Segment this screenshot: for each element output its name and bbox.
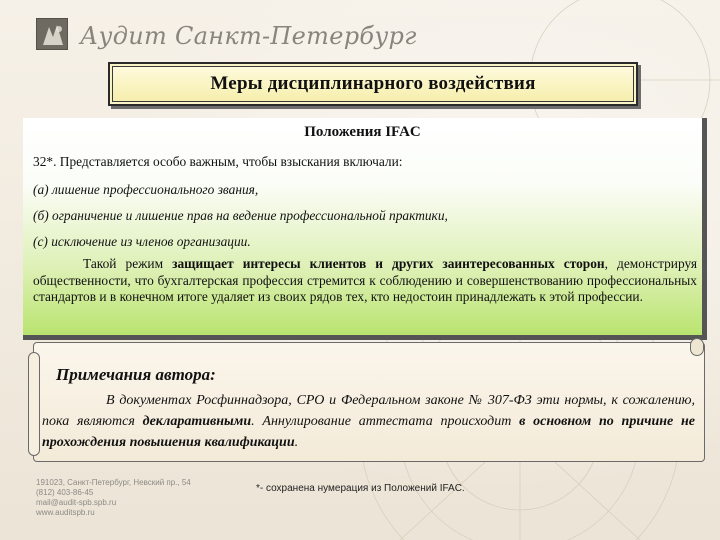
- brand-name: Аудит Санкт-Петербург: [80, 22, 417, 50]
- ifac-paragraph: [33, 256, 697, 306]
- notes-body-part-3: .: [294, 435, 299, 450]
- address-email: mail@audit-spb.spb.ru: [36, 498, 117, 507]
- slide-title-box: [108, 62, 638, 106]
- notes-emphasis-1: декларативными: [142, 414, 252, 429]
- slide-title: Меры дисциплинарного воздействия: [210, 73, 536, 94]
- ifac-paragraph-end: , демонстрируя общественности, что бухгалтерская профессия стремится к соблюдению и совершенствованию профессиональных стандартов и в конечном итоге удаляет из своих рядов тех, кто недостоин принадлежать к этой профессии.: [33, 256, 697, 304]
- footnote: *- сохранена нумерация из Положений IFAC.: [256, 483, 465, 494]
- scroll-curl-right: [690, 338, 704, 356]
- ifac-paragraph-emphasis: защищает интересы клиентов и других заинтересованных сторон: [172, 256, 605, 271]
- company-logo: [36, 18, 68, 50]
- ifac-item-a: (а) лишение профессионального звания,: [33, 182, 259, 197]
- scroll-curl-left: [28, 352, 40, 456]
- notes-body-part-2: . Аннулирование аттестата происходит: [251, 414, 520, 429]
- address-website: www.auditspb.ru: [36, 508, 95, 517]
- notes-emphasis-2: в основном по причине не прохождения повышения квалификации: [42, 414, 695, 450]
- ifac-paragraph-start: Такой режим: [83, 256, 173, 271]
- address-line: 191023, Санкт-Петербург, Невский пр., 54: [36, 478, 191, 487]
- ifac-heading: Положения IFAC: [304, 124, 421, 140]
- ifac-item-b: (б) ограничение и лишение прав на ведение профессиональной практики,: [33, 208, 448, 223]
- address-phone: (812) 403-86-45: [36, 488, 94, 497]
- ifac-provisions-panel: [23, 118, 707, 340]
- notes-title: Примечания автора:: [56, 365, 216, 384]
- notes-body-part-1: В документах Росфиннадзора, СРО и Федеральном законе № 307-ФЗ эти нормы, к сожалению, пока являются: [42, 393, 695, 429]
- ifac-item-c: (с) исключение из членов организации.: [33, 234, 251, 249]
- notes-body: [42, 390, 695, 453]
- company-address: [36, 478, 191, 518]
- ifac-intro: 32*. Представляется особо важным, чтобы взыскания включали:: [33, 154, 403, 169]
